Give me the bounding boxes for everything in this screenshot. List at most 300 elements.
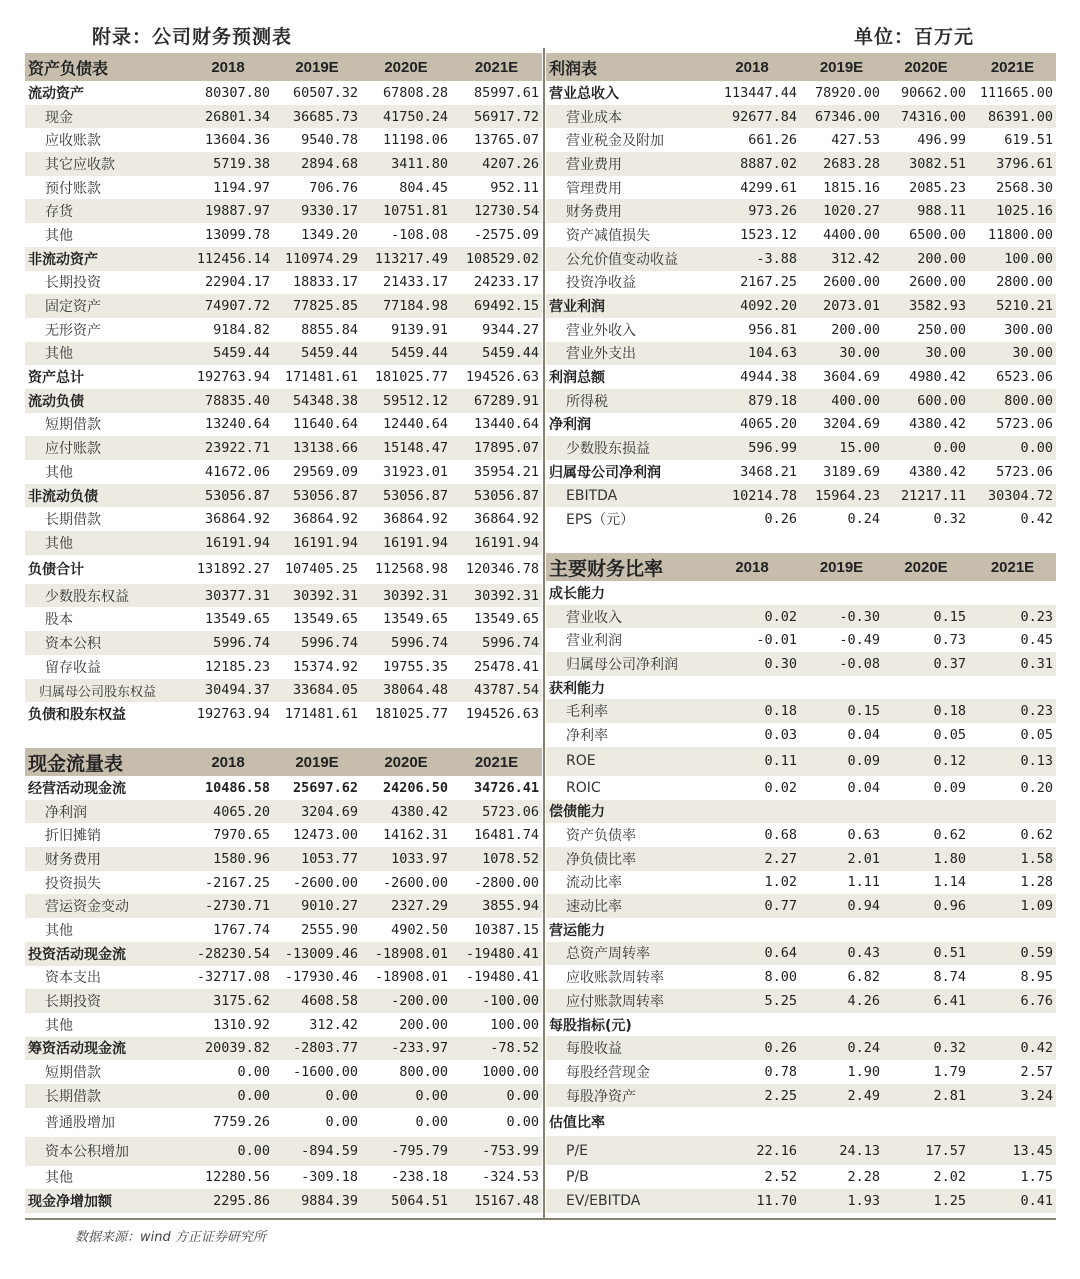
row-label: 管理费用 bbox=[566, 180, 622, 197]
cell-value: -28230.54 bbox=[183, 942, 273, 966]
cell-value: 1.79 bbox=[933, 1063, 966, 1080]
row-label: 固定资产 bbox=[25, 294, 183, 318]
table-row bbox=[25, 460, 542, 484]
cell-value: 104.63 bbox=[704, 342, 800, 366]
cell-value: 596.99 bbox=[704, 436, 800, 460]
cell-value: 24206.50 bbox=[382, 779, 448, 796]
year-header: 2021E bbox=[451, 748, 542, 776]
cell-value: 6.82 bbox=[847, 969, 880, 986]
cell-value: 8.00 bbox=[764, 969, 797, 986]
cell-value: 0.00 bbox=[273, 1084, 361, 1108]
cell-value: 1.11 bbox=[847, 874, 880, 891]
table-row bbox=[25, 507, 542, 531]
cell-value: 2555.90 bbox=[301, 921, 358, 938]
cell-value: 34726.41 bbox=[473, 779, 539, 796]
income-statement-section bbox=[546, 53, 1056, 531]
cell-value: 0.04 bbox=[847, 726, 880, 743]
cell-value bbox=[704, 581, 800, 605]
cell-value: 4380.42 bbox=[361, 800, 451, 824]
cell-value: 54348.38 bbox=[273, 389, 361, 413]
year-header: 2021E bbox=[969, 53, 1056, 81]
cell-value: 0.37 bbox=[883, 652, 969, 676]
table-row bbox=[546, 723, 1056, 747]
table-row bbox=[25, 531, 542, 555]
cell-value: 300.00 bbox=[1004, 321, 1053, 338]
cell-value: 2800.00 bbox=[996, 274, 1053, 291]
page-title: 附录：公司财务预测表 bbox=[92, 26, 293, 48]
cash-flow-section bbox=[25, 748, 542, 1213]
table-row bbox=[25, 1060, 542, 1084]
row-label: 资本公积 bbox=[25, 631, 183, 655]
cell-value: 80307.80 bbox=[204, 84, 270, 101]
ratios-section bbox=[546, 553, 1056, 1213]
cell-value: 312.42 bbox=[800, 247, 883, 271]
cell-value: -32717.08 bbox=[196, 969, 270, 986]
row-label: 净利润 bbox=[549, 417, 591, 434]
row-label: 公允价值变动收益 bbox=[546, 247, 704, 271]
bottom-rule bbox=[25, 1218, 1056, 1220]
row-label: 归属母公司净利润 bbox=[549, 464, 661, 481]
cell-value bbox=[800, 676, 883, 700]
cell-value: 192763.94 bbox=[196, 369, 270, 386]
cell-value: 12440.64 bbox=[382, 416, 448, 433]
cell-value: 3204.69 bbox=[273, 800, 361, 824]
table-row bbox=[546, 507, 1056, 531]
row-label: 投资损失 bbox=[45, 875, 101, 892]
cell-value: 0.00 bbox=[183, 1137, 273, 1166]
row-label: 净利率 bbox=[566, 727, 608, 744]
cell-value: 8855.84 bbox=[301, 321, 358, 338]
cell-value: 5459.44 bbox=[451, 342, 542, 366]
row-label: 其他 bbox=[25, 342, 183, 366]
cell-value: 26801.34 bbox=[183, 105, 273, 129]
year-header: 2019E bbox=[800, 553, 883, 581]
cell-value: 22904.17 bbox=[204, 274, 270, 291]
cell-value bbox=[969, 800, 1056, 824]
cell-value bbox=[800, 800, 883, 824]
table-row bbox=[25, 1037, 542, 1061]
income-statement-table bbox=[546, 53, 1056, 531]
cell-value: 30.00 bbox=[883, 342, 969, 366]
cell-value: 30494.37 bbox=[183, 679, 273, 703]
row-label: 流动负债 bbox=[25, 389, 183, 413]
cell-value: 30392.31 bbox=[451, 584, 542, 608]
cell-value: 4902.50 bbox=[391, 921, 448, 938]
cell-value: 112568.98 bbox=[374, 561, 448, 578]
cell-value: 0.94 bbox=[800, 894, 883, 918]
row-label: 留存收益 bbox=[45, 659, 101, 676]
cell-value: 6523.06 bbox=[996, 369, 1053, 386]
table-row bbox=[25, 871, 542, 895]
row-label: 应收账款 bbox=[45, 133, 101, 150]
cell-value: 21217.11 bbox=[883, 484, 969, 508]
cell-value: 85997.61 bbox=[473, 84, 539, 101]
unit-label: 单位：百万元 bbox=[854, 26, 975, 48]
row-label: 利润总额 bbox=[549, 370, 605, 387]
row-label: 其它应收款 bbox=[25, 152, 183, 176]
cell-value: 2.27 bbox=[704, 847, 800, 871]
cell-value: -309.18 bbox=[301, 1169, 358, 1186]
cell-value: 2.49 bbox=[800, 1084, 883, 1108]
cell-value: -2800.00 bbox=[473, 874, 539, 891]
table-row bbox=[25, 247, 542, 271]
row-label: 所得税 bbox=[546, 389, 704, 413]
cell-value: 30304.72 bbox=[969, 484, 1056, 508]
cell-value: 69492.15 bbox=[451, 294, 542, 318]
cell-value: 0.45 bbox=[1020, 632, 1053, 649]
cell-value: 113447.44 bbox=[723, 84, 797, 101]
row-label: ROIC bbox=[566, 779, 601, 796]
row-label: 资产负债率 bbox=[566, 828, 636, 845]
table-row bbox=[25, 294, 542, 318]
row-label: 营业利润 bbox=[546, 294, 704, 318]
cell-value: 1.93 bbox=[800, 1189, 883, 1213]
cell-value: 13604.36 bbox=[204, 132, 270, 149]
cell-value bbox=[800, 1013, 883, 1037]
cell-value: 3411.80 bbox=[361, 152, 451, 176]
cell-value: -0.49 bbox=[839, 632, 880, 649]
cell-value: 9884.39 bbox=[273, 1189, 361, 1213]
row-label: 其他 bbox=[45, 464, 73, 481]
cell-value: 29569.09 bbox=[292, 463, 358, 480]
row-label: 流动资产 bbox=[28, 85, 84, 102]
cell-value: 67346.00 bbox=[800, 105, 883, 129]
cell-value: 12730.54 bbox=[451, 199, 542, 223]
cell-value: -2600.00 bbox=[292, 874, 358, 891]
cell-value: 20039.82 bbox=[183, 1037, 273, 1061]
table-row bbox=[546, 318, 1056, 342]
cell-value: 4380.42 bbox=[909, 416, 966, 433]
cell-value: 78835.40 bbox=[183, 389, 273, 413]
cell-value: 2.02 bbox=[933, 1169, 966, 1186]
row-label: 资本支出 bbox=[45, 970, 101, 987]
cell-value: 0.20 bbox=[1020, 779, 1053, 796]
cell-value: 2085.23 bbox=[909, 179, 966, 196]
row-label: 资本公积增加 bbox=[25, 1137, 183, 1166]
cell-value: 0.68 bbox=[764, 827, 797, 844]
row-label: 归属母公司净利润 bbox=[546, 652, 704, 676]
table-row bbox=[25, 271, 542, 295]
cell-value: 0.00 bbox=[361, 1084, 451, 1108]
row-label: 现金净增加额 bbox=[25, 1189, 183, 1213]
cell-value: 879.18 bbox=[704, 389, 800, 413]
row-label: 资产总计 bbox=[28, 370, 84, 387]
table-row bbox=[546, 605, 1056, 629]
cell-value: 35954.21 bbox=[473, 463, 539, 480]
cell-value: 74316.00 bbox=[883, 105, 969, 129]
cell-value: 10214.78 bbox=[704, 484, 800, 508]
row-label: 少数股东损益 bbox=[546, 436, 704, 460]
table-row bbox=[546, 918, 1056, 942]
cell-value: 661.26 bbox=[748, 132, 797, 149]
row-label: 总资产周转率 bbox=[546, 942, 704, 966]
cell-value: 0.24 bbox=[800, 1036, 883, 1060]
cell-value: 5.25 bbox=[704, 989, 800, 1013]
cell-value: 1767.74 bbox=[213, 921, 270, 938]
year-header: 2021E bbox=[969, 553, 1056, 581]
table-row bbox=[25, 365, 542, 389]
table-row bbox=[25, 966, 542, 990]
cell-value: 1053.77 bbox=[273, 847, 361, 871]
cell-value: 0.78 bbox=[764, 1063, 797, 1080]
row-label: 成长能力 bbox=[549, 585, 605, 602]
cell-value: 2295.86 bbox=[183, 1189, 273, 1213]
table-row bbox=[25, 389, 542, 413]
cell-value: 5723.06 bbox=[996, 416, 1053, 433]
table-row bbox=[546, 365, 1056, 389]
column-divider bbox=[543, 48, 545, 1220]
cell-value: 2073.01 bbox=[800, 294, 883, 318]
cell-value: 0.43 bbox=[800, 942, 883, 966]
table-row bbox=[546, 128, 1056, 152]
cell-value: 12185.23 bbox=[204, 658, 270, 675]
cell-value: 16191.94 bbox=[183, 531, 273, 555]
cell-value: 131892.27 bbox=[196, 561, 270, 578]
row-label: 营运资金变动 bbox=[25, 894, 183, 918]
cell-value: 17.57 bbox=[883, 1136, 969, 1165]
cell-value: 2167.25 bbox=[740, 274, 797, 291]
cell-value: 15374.92 bbox=[292, 658, 358, 675]
table-row bbox=[25, 584, 542, 608]
table-row bbox=[25, 1137, 542, 1166]
cell-value: 2.28 bbox=[847, 1169, 880, 1186]
balance_sheet-header-row bbox=[25, 53, 542, 81]
cell-value: -324.53 bbox=[482, 1169, 539, 1186]
table-row bbox=[25, 1189, 542, 1213]
cell-value: 496.99 bbox=[917, 132, 966, 149]
table-row bbox=[25, 152, 542, 176]
row-label: 存货 bbox=[25, 199, 183, 223]
cell-value: 7970.65 bbox=[213, 827, 270, 844]
cell-value: 200.00 bbox=[831, 321, 880, 338]
cell-value: 78920.00 bbox=[814, 84, 880, 101]
cell-value: 0.02 bbox=[704, 605, 800, 629]
row-label: 应付账款周转率 bbox=[546, 989, 704, 1013]
cell-value: 1025.16 bbox=[969, 199, 1056, 223]
cell-value: 1.58 bbox=[969, 847, 1056, 871]
table-row bbox=[546, 1084, 1056, 1108]
year-header: 2018 bbox=[183, 748, 273, 776]
cell-value: 5996.74 bbox=[273, 631, 361, 655]
cell-value: 17895.07 bbox=[451, 436, 542, 460]
cell-value: 4380.42 bbox=[909, 463, 966, 480]
year-header: 2020E bbox=[883, 53, 969, 81]
table-row bbox=[25, 942, 542, 966]
cell-value: 0.73 bbox=[933, 632, 966, 649]
cell-value: 4092.20 bbox=[704, 294, 800, 318]
cell-value: -108.08 bbox=[391, 226, 448, 243]
row-label: 经营活动现金流 bbox=[28, 780, 126, 797]
cell-value: 4944.38 bbox=[740, 369, 797, 386]
cell-value: -2600.00 bbox=[382, 874, 448, 891]
cell-value: 36685.73 bbox=[273, 105, 361, 129]
cell-value: 9010.27 bbox=[273, 894, 361, 918]
cell-value: 3204.69 bbox=[823, 416, 880, 433]
table-row bbox=[546, 871, 1056, 895]
cell-value: 5459.44 bbox=[273, 342, 361, 366]
row-label: 长期借款 bbox=[45, 512, 101, 529]
cell-value: -2575.09 bbox=[473, 226, 539, 243]
cell-value: 181025.77 bbox=[374, 706, 448, 723]
year-header: 2020E bbox=[883, 553, 969, 581]
cell-value: 3082.51 bbox=[883, 152, 969, 176]
cell-value: -0.08 bbox=[800, 652, 883, 676]
cell-value: 10751.81 bbox=[361, 199, 451, 223]
cell-value: 5064.51 bbox=[361, 1189, 451, 1213]
row-label: 营业成本 bbox=[546, 105, 704, 129]
cell-value: 31923.01 bbox=[382, 463, 448, 480]
cell-value: 3.24 bbox=[969, 1084, 1056, 1108]
table-row bbox=[546, 389, 1056, 413]
cell-value: 3582.93 bbox=[883, 294, 969, 318]
row-label: P/B bbox=[566, 1169, 589, 1186]
cell-value: 36864.92 bbox=[292, 511, 358, 528]
cell-value: 2600.00 bbox=[909, 274, 966, 291]
cell-value bbox=[883, 1013, 969, 1037]
year-header: 2021E bbox=[451, 53, 542, 81]
cell-value: 800.00 bbox=[399, 1064, 448, 1081]
row-label: 折旧摊销 bbox=[45, 828, 101, 845]
table-row bbox=[546, 105, 1056, 129]
table-row bbox=[25, 776, 542, 800]
row-label: 少数股东权益 bbox=[25, 584, 183, 608]
table-row bbox=[25, 555, 542, 584]
table-row bbox=[546, 1060, 1056, 1084]
cell-value: 1078.52 bbox=[451, 847, 542, 871]
cell-value bbox=[969, 1107, 1056, 1136]
year-header: 2020E bbox=[361, 53, 451, 81]
cell-value: -795.79 bbox=[361, 1137, 451, 1166]
table-row bbox=[546, 81, 1056, 105]
row-label: 长期借款 bbox=[25, 1084, 183, 1108]
table-row bbox=[25, 223, 542, 247]
cell-value: -3.88 bbox=[704, 247, 800, 271]
table-row bbox=[546, 176, 1056, 200]
cell-value: 3796.61 bbox=[969, 152, 1056, 176]
table-row bbox=[546, 847, 1056, 871]
cell-value: 113217.49 bbox=[361, 247, 451, 271]
cell-value: 0.26 bbox=[704, 1036, 800, 1060]
row-label: 投资净收益 bbox=[566, 275, 636, 292]
cell-value: 427.53 bbox=[831, 132, 880, 149]
cell-value: 1310.92 bbox=[213, 1016, 270, 1033]
cell-value: 100.00 bbox=[490, 1016, 539, 1033]
cell-value: -17930.46 bbox=[284, 969, 358, 986]
table-row bbox=[25, 1013, 542, 1037]
cell-value: 0.00 bbox=[969, 436, 1056, 460]
cell-value: -753.99 bbox=[451, 1137, 542, 1166]
cell-value: 1580.96 bbox=[183, 847, 273, 871]
cell-value: 30392.31 bbox=[361, 584, 451, 608]
cell-value: 1.02 bbox=[764, 874, 797, 891]
cell-value: 12280.56 bbox=[204, 1169, 270, 1186]
cell-value: 24.13 bbox=[800, 1136, 883, 1165]
cell-value: 90662.00 bbox=[900, 84, 966, 101]
cell-value: 0.59 bbox=[969, 942, 1056, 966]
cell-value: 0.02 bbox=[764, 779, 797, 796]
row-label: 营业费用 bbox=[546, 152, 704, 176]
row-label: 估值比率 bbox=[549, 1114, 605, 1131]
cell-value: -78.52 bbox=[451, 1037, 542, 1061]
table-row bbox=[546, 223, 1056, 247]
cell-value: 16191.94 bbox=[273, 531, 361, 555]
cell-value bbox=[883, 1107, 969, 1136]
cell-value: 120346.78 bbox=[465, 561, 539, 578]
row-label: 每股指标(元) bbox=[549, 1017, 632, 1034]
table-row bbox=[25, 484, 542, 508]
cell-value: 5210.21 bbox=[969, 294, 1056, 318]
cell-value: 0.32 bbox=[933, 511, 966, 528]
cell-value: 9139.91 bbox=[391, 321, 448, 338]
table-row bbox=[546, 271, 1056, 295]
cell-value: 11640.64 bbox=[292, 416, 358, 433]
cell-value: 19755.35 bbox=[382, 658, 448, 675]
row-label: 营业外收入 bbox=[566, 322, 636, 339]
cell-value: 53056.87 bbox=[451, 484, 542, 508]
cell-value: 0.13 bbox=[969, 747, 1056, 776]
year-header: 2018 bbox=[704, 53, 800, 81]
cell-value: 1.14 bbox=[933, 874, 966, 891]
cell-value: 3189.69 bbox=[823, 463, 880, 480]
cell-value: 33684.05 bbox=[273, 679, 361, 703]
cell-value: 86391.00 bbox=[969, 105, 1056, 129]
balance-sheet-section bbox=[25, 53, 542, 726]
cell-value: 250.00 bbox=[917, 321, 966, 338]
cell-value: -0.01 bbox=[756, 632, 797, 649]
cell-value: 92677.84 bbox=[704, 105, 800, 129]
cell-value: 30392.31 bbox=[273, 584, 361, 608]
cell-value: 5723.06 bbox=[996, 463, 1053, 480]
cell-value bbox=[704, 676, 800, 700]
cell-value bbox=[704, 1107, 800, 1136]
cell-value: 59512.12 bbox=[361, 389, 451, 413]
table-row bbox=[546, 484, 1056, 508]
cell-value: 60507.32 bbox=[292, 84, 358, 101]
table-row bbox=[546, 1136, 1056, 1165]
row-label: 营业总收入 bbox=[549, 85, 619, 102]
row-label: EBITDA bbox=[546, 484, 704, 508]
cell-value: 13765.07 bbox=[473, 132, 539, 149]
table-row bbox=[25, 847, 542, 871]
cell-value: 14162.31 bbox=[382, 827, 448, 844]
cell-value: 0.12 bbox=[883, 747, 969, 776]
table-row bbox=[546, 942, 1056, 966]
cell-value: 6.41 bbox=[883, 989, 969, 1013]
cell-value: -18908.01 bbox=[374, 969, 448, 986]
cell-value: 41750.24 bbox=[361, 105, 451, 129]
cell-value: 4608.58 bbox=[273, 989, 361, 1013]
row-label: 非流动资产 bbox=[25, 247, 183, 271]
cell-value: 22.16 bbox=[704, 1136, 800, 1165]
table-row bbox=[546, 152, 1056, 176]
row-label: 非流动负债 bbox=[25, 484, 183, 508]
cell-value: 6500.00 bbox=[909, 226, 966, 243]
cell-value: 200.00 bbox=[883, 247, 969, 271]
cell-value: 16481.74 bbox=[473, 827, 539, 844]
cell-value: 952.11 bbox=[490, 179, 539, 196]
row-label: P/E bbox=[546, 1136, 704, 1165]
row-label: 营业外支出 bbox=[546, 342, 704, 366]
table-row bbox=[546, 460, 1056, 484]
cell-value bbox=[800, 918, 883, 942]
cell-value: 1815.16 bbox=[823, 179, 880, 196]
row-label: 财务费用 bbox=[546, 199, 704, 223]
table-row bbox=[546, 776, 1056, 800]
cell-value: 706.76 bbox=[309, 179, 358, 196]
row-label: 其他 bbox=[45, 922, 73, 939]
cell-value: 194526.63 bbox=[465, 706, 539, 723]
cell-value: -2167.25 bbox=[204, 874, 270, 891]
